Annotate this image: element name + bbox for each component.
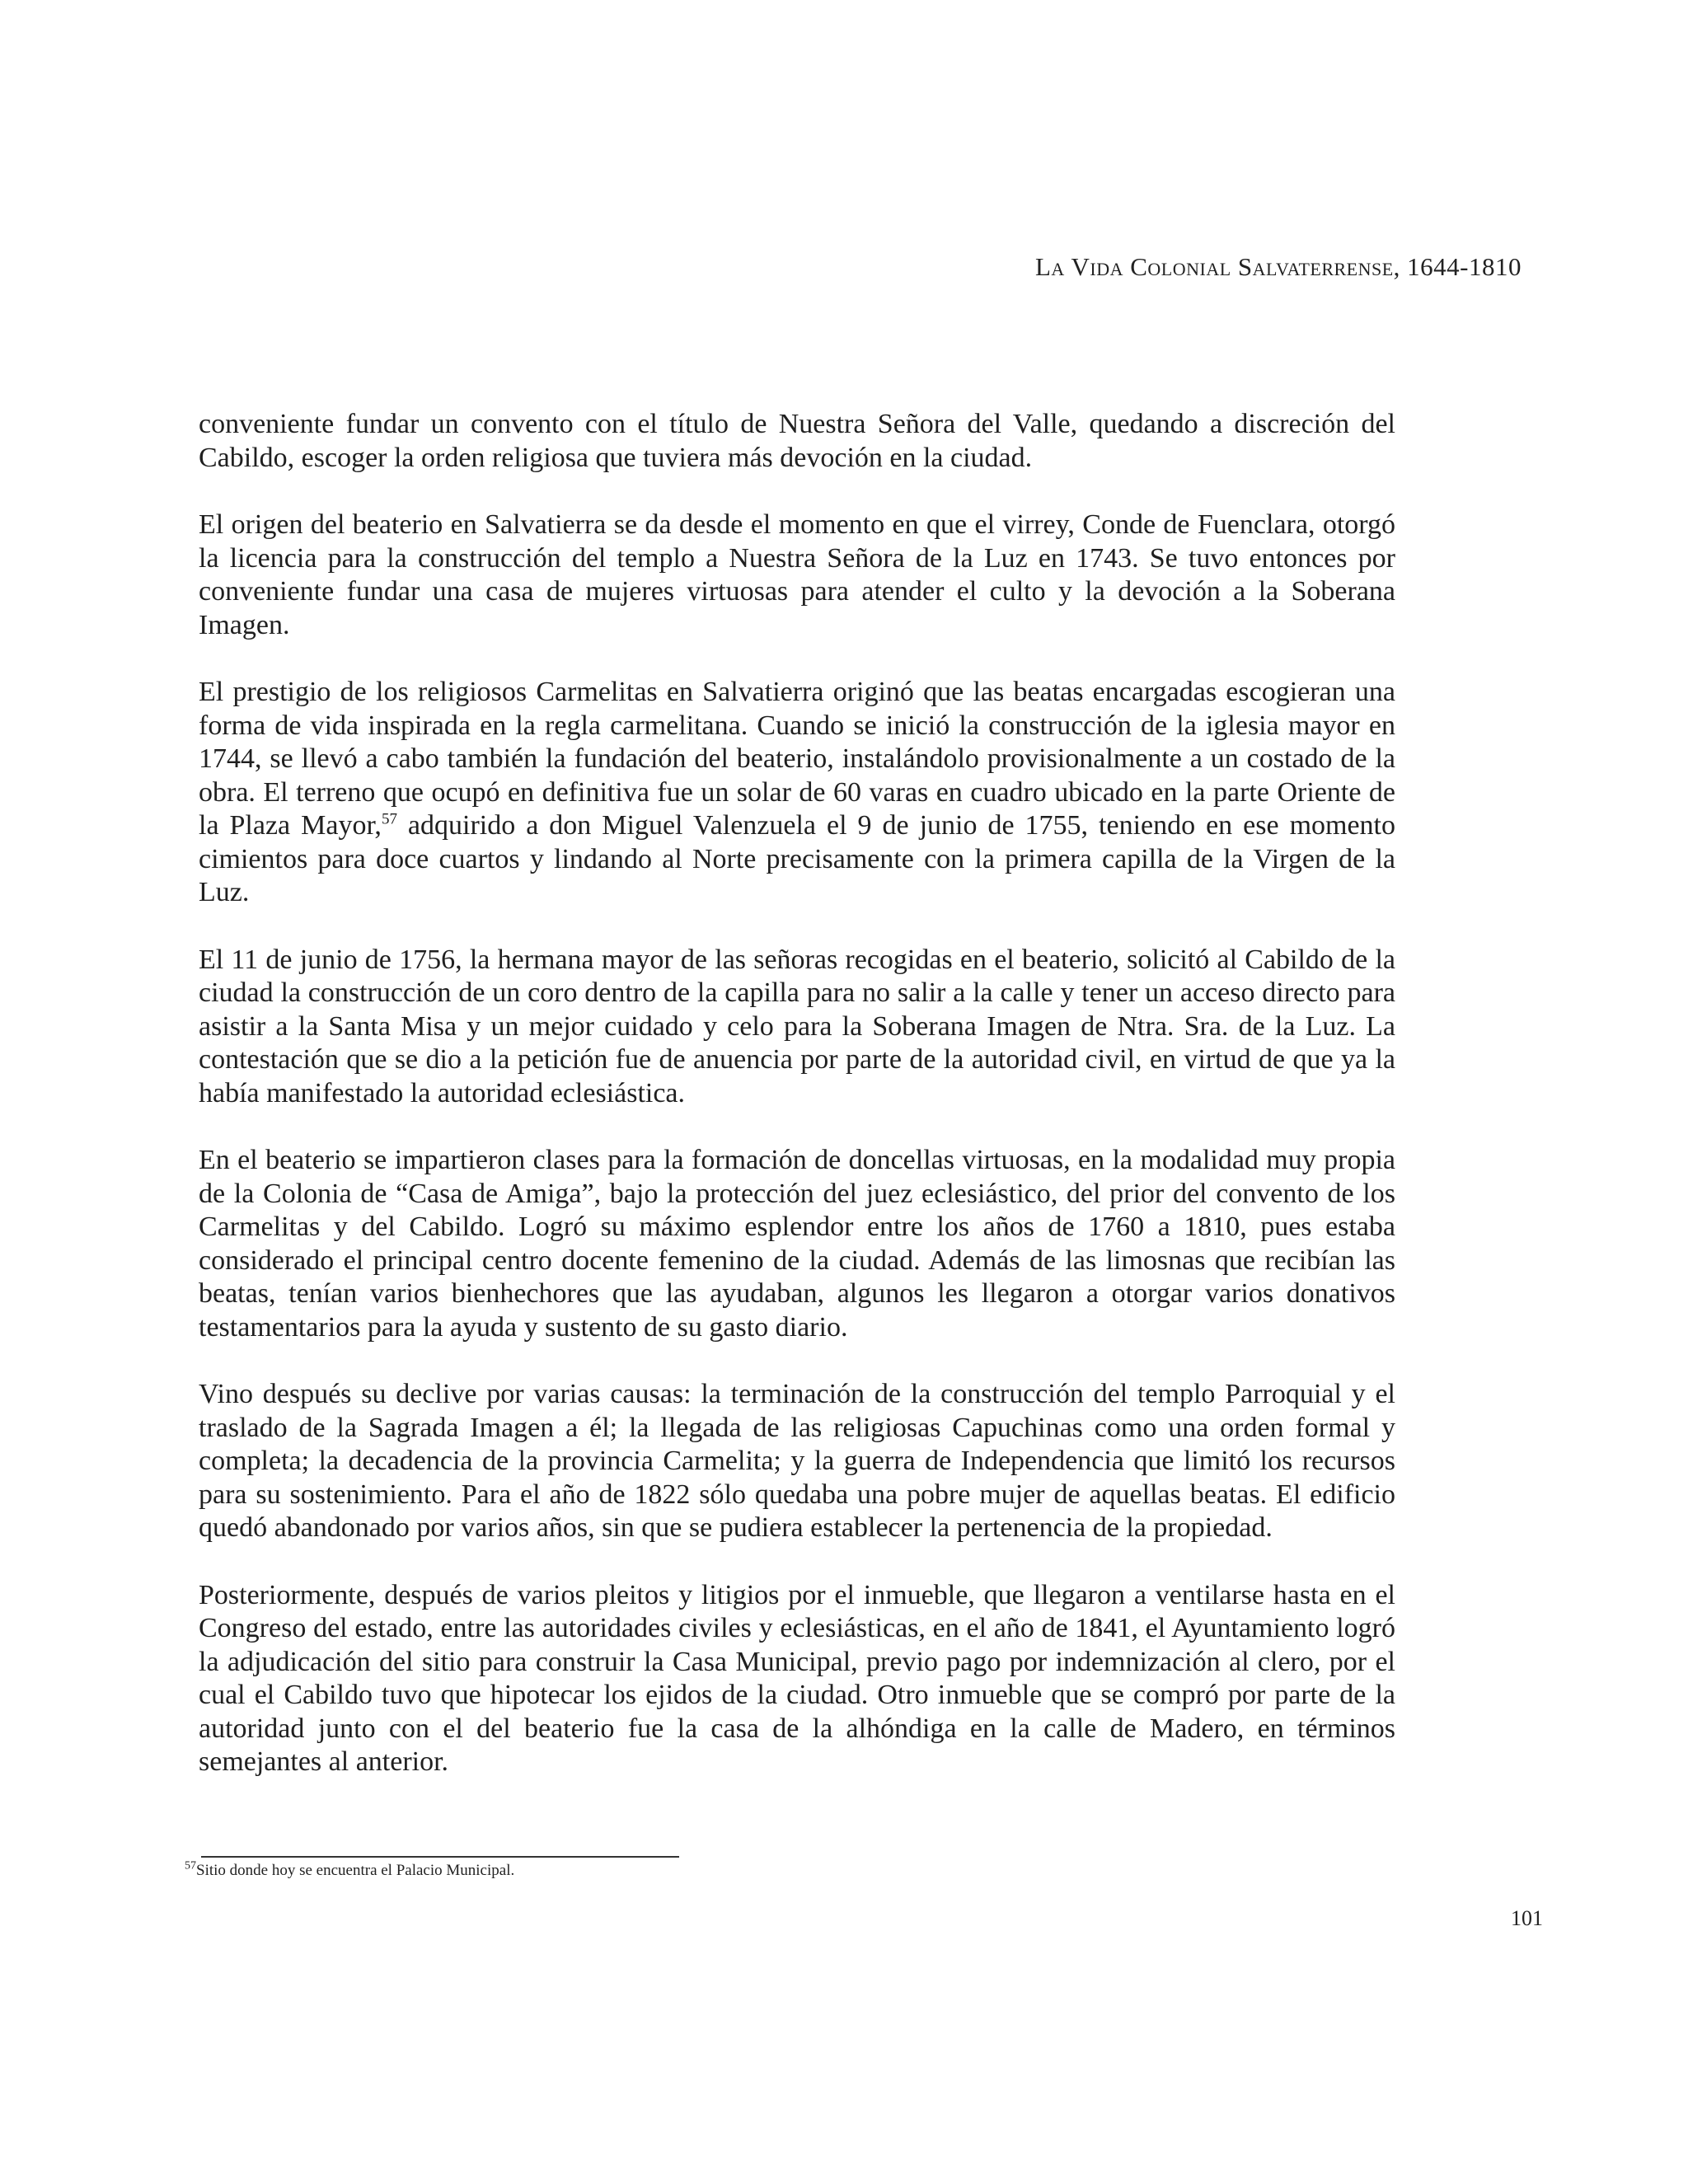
running-header: La Vida Colonial Salvaterrense, 1644-1810	[1034, 252, 1522, 281]
footnote-text: Sitio donde hoy se encuentra el Palacio Municipal.	[196, 1862, 515, 1879]
body-text	[199, 408, 1395, 1813]
footnote	[185, 1860, 514, 1882]
paragraph-4: El 11 de junio de 1756, la hermana mayor de las señoras recogidas en el beaterio, solicitó al Cabildo de la ciudad la construcción de un coro dentro de la capilla para no salir a la calle y tener un acceso directo para asistir a la Santa Misa y un mejor cuidado y celo para la Soberana Imagen de Ntra. Sra. de la Luz. La contestación que se dio a la petición fue de anuencia por parte de la autoridad civil, en virtud de que ya la había manifestado la autoridad eclesiástica.	[199, 944, 1395, 1108]
paragraph-6: Vino después su declive por varias causas: la terminación de la construcción del templo Parroquial y el traslado de la Sagrada Imagen a él; la llegada de las religiosas Capuchinas como una orden formal y completa; la decadencia de la provincia Carmelita; y la guerra de Independencia que limitó los recursos para su sostenimiento. Para el año de 1822 sólo quedaba una pobre mujer de aquellas beatas. El edificio quedó abandonado por varios años, sin que se pudiera establecer la pertenencia de la propiedad.	[199, 1379, 1395, 1543]
footnote-reference[interactable]: 57	[381, 810, 397, 828]
paragraph-5: En el beaterio se impartieron clases para la formación de doncellas virtuosas, en la modalidad muy propia de la Colonia de “Casa de Amiga”, bajo la protección del juez eclesiástico, del prior del convento de los Carmelitas y del Cabildo. Logró su máximo esplendor entre los años de 1760 a 1810, pues estaba considerado el principal centro docente femenino de la ciudad. Además de las limosnas que recibían las beatas, tenían varios bienhechores que las ayudaban, algunos les llegaron a otorgar varios donativos testamentarios para la ayuda y sustento de su gasto diario.	[199, 1145, 1395, 1343]
footnote-divider	[201, 1856, 679, 1858]
page-number: 101	[1511, 1906, 1543, 1930]
paragraph-1: conveniente fundar un convento con el título de Nuestra Señora del Valle, quedando a discreción del Cabildo, escoger la orden religiosa que tuviera más devoción en la ciudad.	[199, 409, 1395, 473]
paragraph-3-part-2: adquirido a don Miguel Valenzuela el 9 de junio de 1755, teniendo en ese momento cimientos para doce cuartos y lindando al Norte precisamente con la primera capilla de la Virgen de la Luz.	[199, 810, 1396, 907]
footnote-number: 57	[185, 1859, 196, 1872]
paragraph-3	[199, 676, 1395, 910]
paragraph-7: Posteriormente, después de varios pleitos y litigios por el inmueble, que llegaron a ventilarse hasta en el Congreso del estado, entre las autoridades civiles y eclesiásticas, en el año de 1841, el Ayuntamiento logró la adjudicación del sitio para construir la Casa Municipal, previo pago por indemnización al clero, por el cual el Cabildo tuvo que hipotecar los ejidos de la ciudad. Otro inmueble que se compró por parte de la autoridad junto con el del beaterio fue la casa de la alhóndiga en la calle de Madero, en términos semejantes al anterior.	[199, 1579, 1395, 1777]
paragraph-2: El origen del beaterio en Salvatierra se da desde el momento en que el virrey, Conde de Fuenclara, otorgó la licencia para la construcción del templo a Nuestra Señora de la Luz en 1743. Se tuvo entonces por conveniente fundar una casa de mujeres virtuosas para atender el culto y la devoción a la Soberana Imagen.	[199, 509, 1395, 640]
paragraph-3-part-1: El prestigio de los religiosos Carmelitas en Salvatierra originó que las beatas encargadas escogieran una forma de vida inspirada en la regla carmelitana. Cuando se inició la construcción de la iglesia mayor en 1744, se llevó a cabo también la fundación del beaterio, instalándolo provisionalmente a un costado de la obra. El terreno que ocupó en definitiva fue un solar de 60 varas en cuadro ubicado en la parte Oriente de la Plaza Mayor,	[199, 677, 1395, 841]
